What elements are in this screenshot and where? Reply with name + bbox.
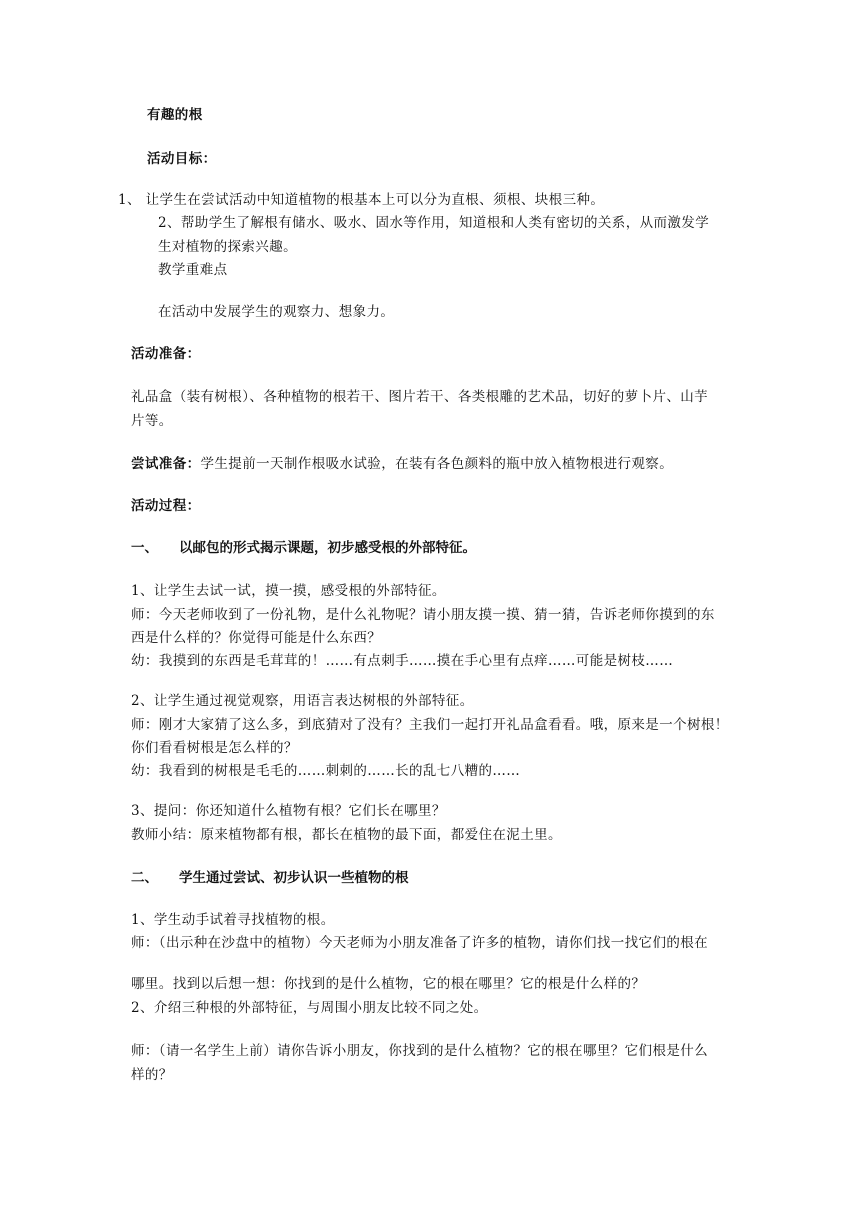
s2-paragraph-3: 哪里。找到以后想一想：你找到的是什么植物，它的根在哪里？它的根是什么样的？ [131,976,646,992]
trial-prep-line [131,455,673,473]
key-points-text: 在活动中发展学生的观察力、想象力。 [158,304,395,320]
trial-prep-text: 学生提前一天制作根吸水试验，在装有各色颜料的瓶中放入植物根进行观察。 [200,456,674,472]
prep-text-line-1: 礼品盒（装有树根）、各种植物的根若干、图片若干、各类根雕的艺术品，切好的萝卜片、山芋 [131,389,709,405]
s1-paragraph-4: 2、让学生通过视觉观察，用语言表达树根的外部特征。 [131,693,474,709]
trial-prep-label: 尝试准备： [131,456,201,472]
prep-heading: 活动准备： [131,346,201,362]
process-heading: 活动过程： [131,498,201,514]
key-points-heading: 教学重难点 [158,262,228,278]
section-1-heading [131,539,476,557]
s1-paragraph-6: 幼：我看到的树根是毛毛的……刺刺的……长的乱七八糟的…… [131,763,521,779]
doc-title: 有趣的根 [147,107,203,123]
section-2-heading [131,869,409,887]
s2-paragraph-5-line-2: 样的？ [131,1067,173,1083]
section-2-number: 二、 [131,870,158,886]
prep-text-line-2: 片等。 [131,413,173,429]
section-2-title: 学生通过尝试、初步认识一些植物的根 [179,870,409,886]
s1-paragraph-8: 教师小结：原来植物都有根，都长在植物的最下面，都爱住在泥土里。 [131,827,562,843]
s2-paragraph-5-line-1: 师：（请一名学生上前）请你告诉小朋友，你找到的是什么植物？它的根在哪里？它们根是什么 [131,1043,709,1059]
s1-paragraph-2-line-2: 西是什么样的？你觉得可能是什么东西？ [131,630,382,646]
s1-paragraph-7: 3、提问：你还知道什么植物有根？它们长在哪里？ [131,803,446,819]
s1-paragraph-2-line-1: 师：今天老师收到了一份礼物，是什么礼物呢？请小朋友摸一摸、猜一猜，告诉老师你摸到的东 [131,607,715,623]
s1-paragraph-1: 1、让学生去试一试，摸一摸，感受根的外部特征。 [131,583,446,599]
goal-item-1: 1、 让学生在尝试活动中知道植物的根基本上可以分为直根、须根、块根三种。 [118,192,605,208]
s1-paragraph-5-line-2: 你们看看树根是怎么样的？ [131,740,298,756]
s2-paragraph-2: 师：（出示种在沙盘中的植物）今天老师为小朋友准备了许多的植物，请你们找一找它们的根在 [131,935,709,951]
section-1-number: 一、 [131,540,158,556]
goal-heading: 活动目标： [147,151,217,167]
s2-paragraph-4: 2、介绍三种根的外部特征，与周围小朋友比较不同之处。 [131,1000,488,1016]
section-1-title: 以邮包的形式揭示课题，初步感受根的外部特征。 [179,540,476,556]
s2-paragraph-1: 1、学生动手试着寻找植物的根。 [131,912,335,928]
goal-item-2-line-2: 生对植物的探索兴趣。 [158,239,297,255]
goal-item-2-line-1: 2、帮助学生了解根有储水、吸水、固水等作用，知道根和人类有密切的关系，从而激发学 [158,215,710,231]
s1-paragraph-5-line-1: 师：刚才大家猜了这么多，到底猜对了没有？主我们一起打开礼品盒看看。哦，原来是一个树根！ [131,717,729,733]
s1-paragraph-3: 幼：我摸到的东西是毛茸茸的！……有点刺手……摸在手心里有点痒……可能是树枝…… [131,653,674,669]
